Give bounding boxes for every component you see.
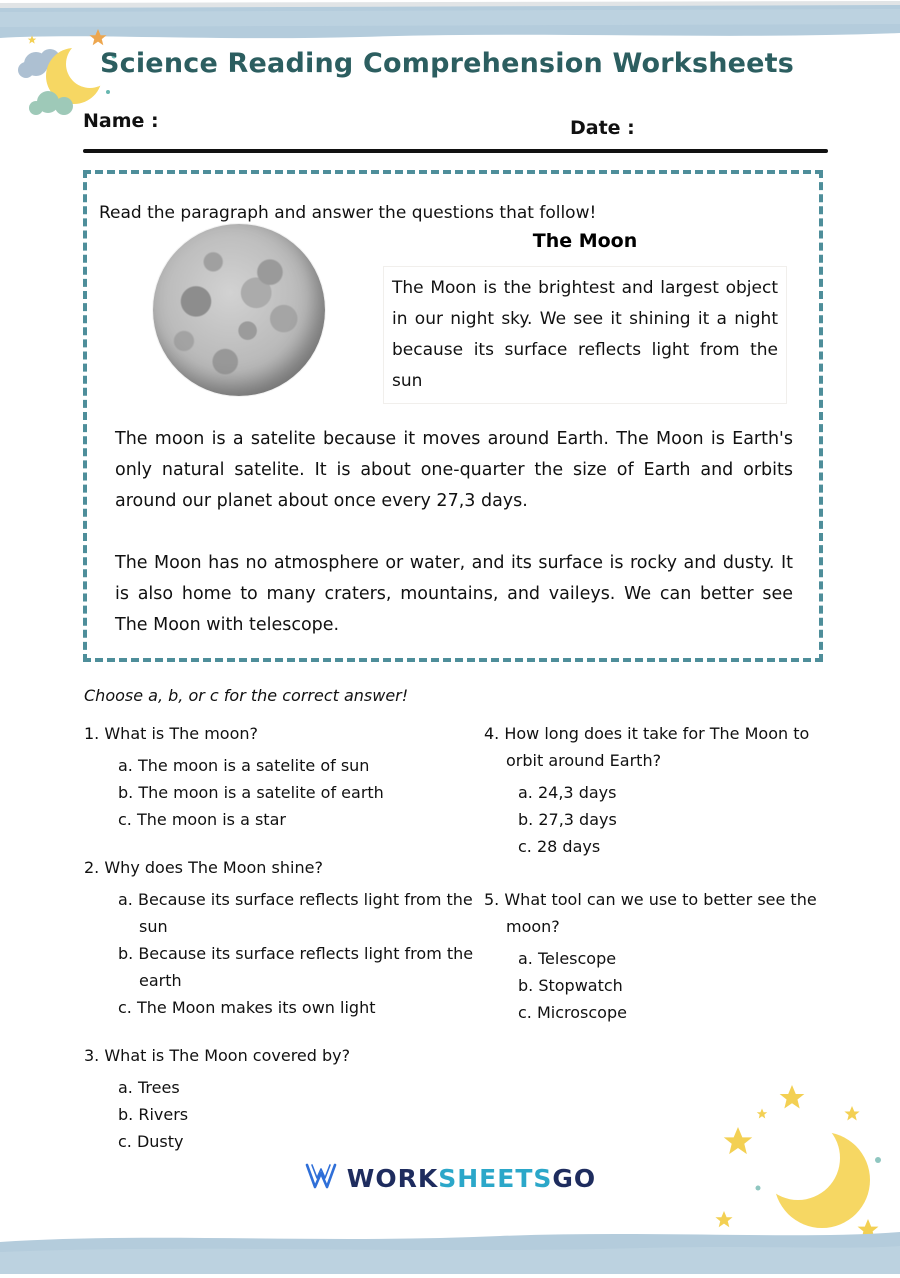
passage-paragraph-2: The Moon has no atmosphere or water, and its surface is rocky and dusty. It is also home to many craters, mountains, and vaileys. We can better see The Moon with telescope.: [115, 553, 793, 635]
logo-w-icon: [304, 1162, 338, 1194]
star-icon: [28, 36, 37, 44]
star-icon: [724, 1127, 753, 1154]
sparkle-dot-icon: [875, 1157, 881, 1163]
moon-stars-illustration: [700, 1080, 895, 1270]
question-prompt: 2. Why does The Moon shine?: [84, 858, 323, 877]
quiz-column-left: [84, 720, 482, 1176]
moon-stars-decoration: [700, 1080, 895, 1270]
quiz-column-right: [484, 720, 836, 1047]
passage-paragraph-1: The moon is a satelite because it moves around Earth. The Moon is Earth's only natural satelite. It is about one-quarter the size of Earth and orbits around our planet about once every 27,3 days.: [115, 429, 793, 511]
top-band-texture: [0, 0, 900, 46]
answer-option: a. 24,3 days: [518, 783, 617, 802]
question-3: [84, 1042, 482, 1155]
answer-option: a. Telescope: [518, 949, 617, 968]
question-prompt: 3. What is The Moon covered by?: [84, 1046, 351, 1065]
answer-option: c. The Moon makes its own light: [118, 998, 376, 1017]
passage-instruction: Read the paragraph and answer the questions that follow!: [99, 203, 597, 223]
answer-option: c. Microscope: [518, 1003, 627, 1022]
sparkle-dot-icon: [756, 1186, 761, 1191]
question-5: [484, 886, 836, 1026]
name-label: Name :: [83, 110, 159, 132]
passage-box: [83, 170, 823, 662]
answer-option: c. 28 days: [518, 837, 601, 856]
star-icon: [844, 1106, 859, 1120]
star-icon: [715, 1211, 732, 1227]
answer-option: a. Trees: [118, 1078, 180, 1097]
passage-heading: The Moon: [532, 230, 638, 252]
logo-text: [347, 1164, 596, 1193]
logo-text-go: GO: [552, 1163, 597, 1193]
crescent-moon-icon: [774, 1132, 870, 1228]
question-prompt: 5. What tool can we use to better see the moon?: [484, 890, 817, 936]
question-2: [84, 854, 482, 1021]
top-decorative-band: [0, 0, 900, 46]
quiz-instruction: Choose a, b, or c for the correct answer!: [84, 686, 409, 705]
sparkle-dot-icon: [106, 90, 110, 94]
answer-option: c. Dusty: [118, 1132, 184, 1151]
question-prompt: 4. How long does it take for The Moon to orbit around Earth?: [484, 724, 810, 770]
answer-option: a. The moon is a satelite of sun: [118, 756, 370, 775]
question-prompt: 1. What is The moon?: [84, 724, 258, 743]
star-icon: [89, 29, 106, 45]
star-icon: [858, 1219, 879, 1239]
star-icon: [780, 1085, 805, 1109]
question-1: [84, 720, 482, 833]
divider-line: [83, 149, 828, 153]
answer-option: c. The moon is a star: [118, 810, 286, 829]
answer-option: b. 27,3 days: [518, 810, 617, 829]
answer-option: b. Rivers: [118, 1105, 189, 1124]
logo-text-sheets: SHEETS: [438, 1163, 553, 1193]
question-4: [484, 720, 836, 860]
date-label: Date :: [570, 117, 635, 139]
answer-option: a. Because its surface reflects light from the sun: [118, 890, 473, 936]
page-title: Science Reading Comprehension Worksheets: [100, 48, 795, 79]
answer-option: b. Because its surface reflects light from the earth: [118, 944, 474, 990]
star-icon: [813, 1245, 826, 1258]
passage-intro-paragraph: The Moon is the brightest and largest object in our night sky. We see it shining it a night because its surface reflects light from the sun: [383, 266, 787, 404]
answer-option: b. The moon is a satelite of earth: [118, 783, 384, 802]
star-icon: [757, 1109, 767, 1119]
logo-text-work: WORK: [346, 1163, 439, 1193]
moon-photo: [153, 224, 325, 396]
answer-option: b. Stopwatch: [518, 976, 623, 995]
